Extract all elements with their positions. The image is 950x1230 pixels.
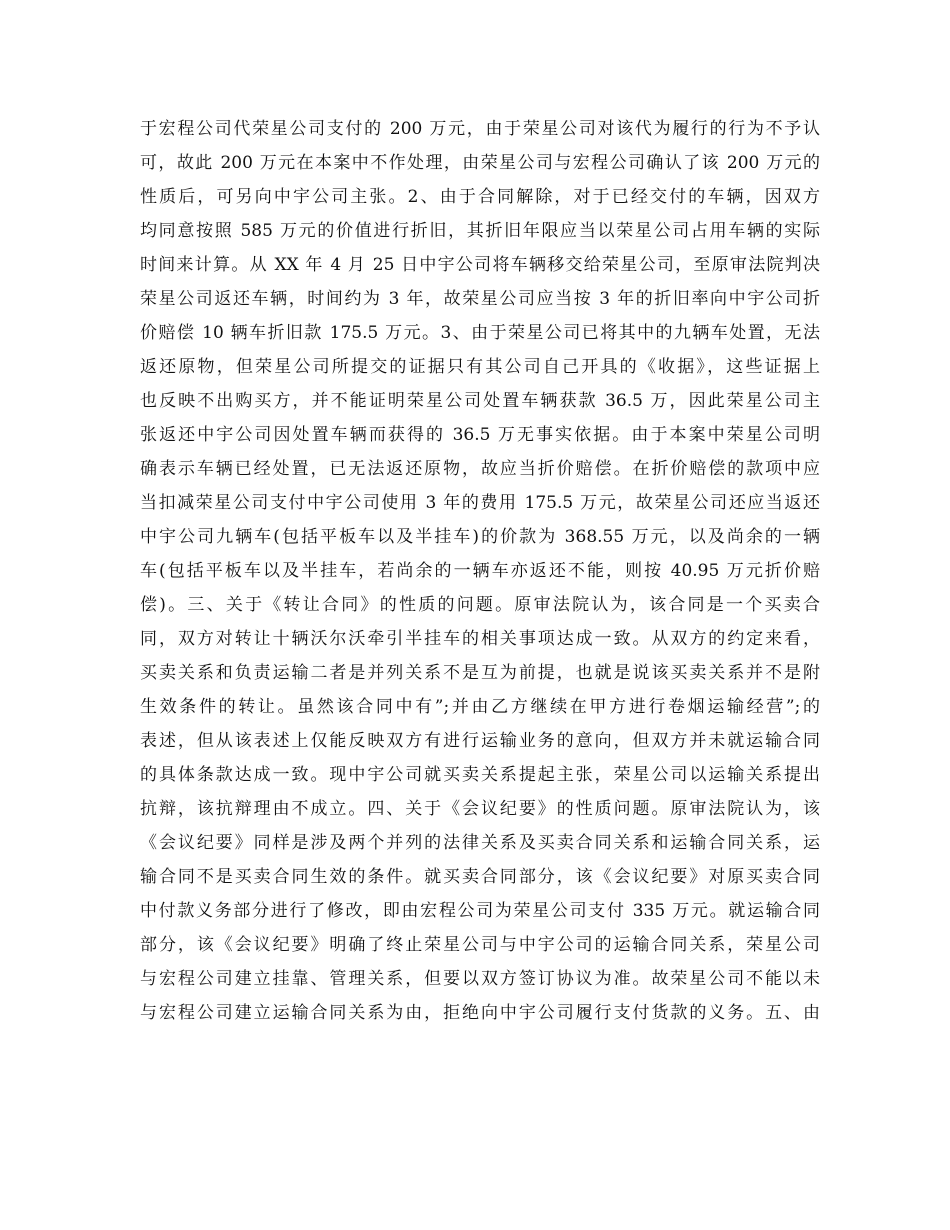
text-line: 与宏程公司建立挂靠、管理关系，但要以双方签订协议为准。故荣星公司不能以未 <box>140 969 820 989</box>
text-line: 抗辩，该抗辩理由不成立。四、关于《会议纪要》的性质问题。原审法院认为，该 <box>140 799 820 819</box>
text-line: 均同意按照 585 万元的价值进行折旧，其折旧年限应当以荣星公司占用车辆的实际 <box>140 221 820 241</box>
text-line: 中付款义务部分进行了修改，即由宏程公司为荣星公司支付 335 万元。就运输合同 <box>140 901 820 921</box>
text-line: 返还原物，但荣星公司所提交的证据只有其公司自己开具的《收据》，这些证据上 <box>140 357 820 377</box>
body-text <box>140 112 820 1030</box>
text-line: 性质后，可另向中宇公司主张。2、由于合同解除，对于已经交付的车辆，因双方 <box>140 187 820 207</box>
text-line: 中宇公司九辆车(包括平板车以及半挂车)的价款为 368.55 万元，以及尚余的一辆 <box>140 527 820 547</box>
text-line: 表述，但从该表述上仅能反映双方有进行运输业务的意向，但双方并未就运输合同 <box>140 731 820 751</box>
text-line: 同，双方对转让十辆沃尔沃牵引半挂车的相关事项达成一致。从双方的约定来看， <box>140 629 820 649</box>
text-line: 时间来计算。从 XX 年 4 月 25 日中宇公司将车辆移交给荣星公司，至原审法院判决 <box>140 255 820 275</box>
text-line: 偿)。三、关于《转让合同》的性质的问题。原审法院认为，该合同是一个买卖合 <box>140 595 820 615</box>
text-line: 可，故此 200 万元在本案中不作处理，由荣星公司与宏程公司确认了该 200 万元的 <box>140 153 820 173</box>
text-line: 车(包括平板车以及半挂车，若尚余的一辆车亦返还不能，则按 40.95 万元折价赔 <box>140 561 820 581</box>
text-line: 输合同不是买卖合同生效的条件。就买卖合同部分，该《会议纪要》对原买卖合同 <box>140 867 820 887</box>
text-line: 《会议纪要》同样是涉及两个并列的法律关系及买卖合同关系和运输合同关系，运 <box>140 833 820 853</box>
text-line: 与宏程公司建立运输合同关系为由，拒绝向中宇公司履行支付货款的义务。五、由 <box>140 1003 820 1023</box>
text-line: 价赔偿 10 辆车折旧款 175.5 万元。3、由于荣星公司已将其中的九辆车处置，无法 <box>140 323 820 343</box>
text-line: 于宏程公司代荣星公司支付的 200 万元，由于荣星公司对该代为履行的行为不予认 <box>140 119 820 139</box>
text-line: 也反映不出购买方，并不能证明荣星公司处置车辆获款 36.5 万，因此荣星公司主 <box>140 391 820 411</box>
text-line: 的具体条款达成一致。现中宇公司就买卖关系提起主张，荣星公司以运输关系提出 <box>140 765 820 785</box>
text-line: 确表示车辆已经处置，已无法返还原物，故应当折价赔偿。在折价赔偿的款项中应 <box>140 459 820 479</box>
text-line: 荣星公司返还车辆，时间约为 3 年，故荣星公司应当按 3 年的折旧率向中宇公司折 <box>140 289 820 309</box>
text-line: 部分，该《会议纪要》明确了终止荣星公司与中宇公司的运输合同关系，荣星公司 <box>140 935 820 955</box>
text-line: 当扣减荣星公司支付中宇公司使用 3 年的费用 175.5 万元，故荣星公司还应当返还 <box>140 493 820 513</box>
text-line: 张返还中宇公司因处置车辆而获得的 36.5 万无事实依据。由于本案中荣星公司明 <box>140 425 820 445</box>
text-line: 生效条件的转让。虽然该合同中有”;并由乙方继续在甲方进行卷烟运输经营”;的 <box>140 697 820 717</box>
text-line: 买卖关系和负责运输二者是并列关系不是互为前提，也就是说该买卖关系并不是附 <box>140 663 820 683</box>
